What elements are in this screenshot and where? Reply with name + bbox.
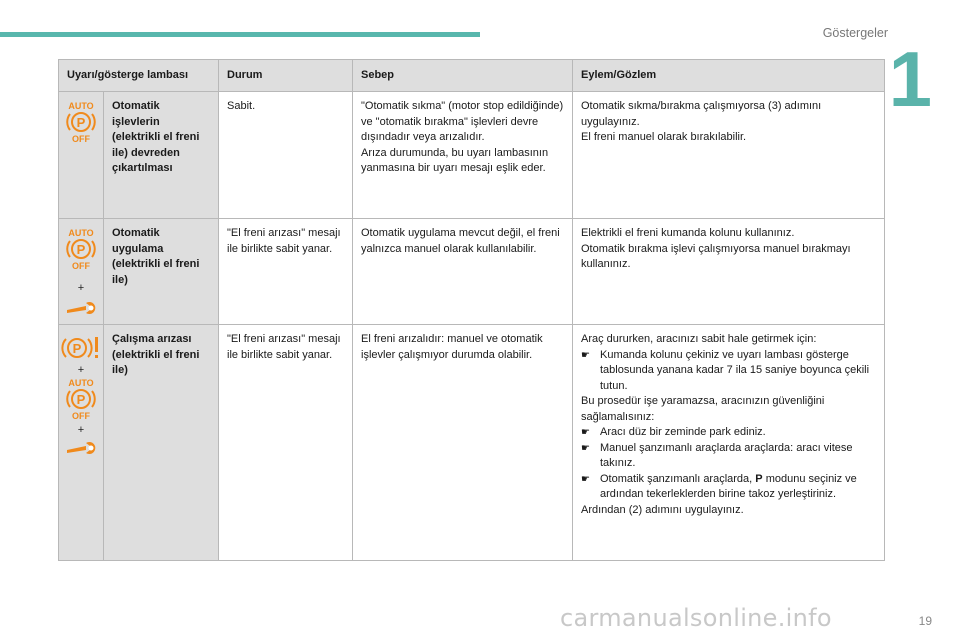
off-label: OFF: [72, 411, 90, 421]
action-cell: [573, 325, 885, 561]
state-text: "El freni arızası" mesajı ile birlikte sabit yanar.: [219, 325, 353, 561]
icon-cell: [59, 325, 104, 561]
icon-cell: [59, 92, 104, 219]
lamp-name: Otomatik uygulama (elektrikli el freni ile): [104, 219, 219, 325]
watermark: carmanualsonline.info: [560, 604, 832, 632]
auto-label: AUTO: [68, 101, 94, 111]
table-header-row: [59, 60, 885, 92]
page-number: 19: [918, 614, 932, 628]
section-title: Göstergeler: [822, 26, 888, 40]
state-text: "El freni arızası" mesajı ile birlikte sabit yanar.: [219, 219, 353, 325]
pointing-hand-icon: ☛: [581, 349, 590, 361]
column-header-cause: Sebep: [353, 60, 573, 92]
plus-sign: +: [77, 424, 85, 436]
state-text: Sabit.: [219, 92, 353, 219]
cause-text: Otomatik uygulama mevcut değil, el freni yalnızca manuel olarak kullanılabilir.: [353, 219, 573, 325]
action-mid: Bu prosedür işe yaramazsa, aracınızın güvenliğini sağlamalısınız:: [581, 395, 825, 423]
p-label: P: [76, 242, 86, 257]
brake-warning-icon: [61, 333, 101, 363]
column-header-action: Eylem/Gözlem: [573, 60, 885, 92]
action-bullet-text: Otomatik şanzımanlı araçlarda,: [600, 472, 756, 485]
action-text: Elektrikli el freni kumanda kolunu kullanınız. Otomatik bırakma işlevi çalışmıyorsa manuel bırakmayı kullanınız.: [573, 219, 885, 325]
chapter-number: 1: [888, 35, 932, 123]
off-label: OFF: [72, 134, 90, 144]
auto-label: AUTO: [68, 378, 94, 388]
column-header-state: Durum: [219, 60, 353, 92]
icon-cell: [59, 219, 104, 325]
lamp-name: Çalışma arızası (elektrikli el freni ile): [104, 325, 219, 561]
table-row: [59, 92, 885, 219]
table-row: [59, 325, 885, 561]
list-item: [581, 348, 876, 395]
action-bullet: [600, 472, 876, 503]
p-label: P: [76, 392, 86, 407]
column-header-lamp: Uyarı/gösterge lambası: [59, 60, 219, 92]
action-intro: Araç dururken, aracınızı sabit hale getirmek için:: [581, 333, 817, 345]
lamp-name: Otomatik işlevlerin (elektrikli el freni ile) devreden çıkartılması: [104, 92, 219, 219]
wrench-icon: [64, 297, 98, 317]
action-text: Otomatik sıkma/bırakma çalışmıyorsa (3) adımını uygulayınız. El freni manuel olarak bırakılabilir.: [573, 92, 885, 219]
auto-p-off-icon: [64, 100, 98, 144]
action-bullet: Aracı düz bir zeminde park ediniz.: [600, 426, 766, 438]
plus-sign: +: [77, 364, 85, 376]
auto-p-off-icon: [64, 227, 98, 271]
cause-text: "Otomatik sıkma" (motor stop edildiğinde) ve "otomatik bırakma" işlevleri devre dışındadır veya arızalıdır. Arıza durumunda, bu uyarı lambasının yanmasına bir uyarı mesajı eşlik eder.: [353, 92, 573, 219]
park-mode-letter: P: [755, 472, 763, 485]
action-bullet: Kumanda kolunu çekiniz ve uyarı lambası gösterge tablosunda yanana kadar 7 ila 15 saniye boyunca çekili tutun.: [600, 348, 870, 392]
plus-sign: +: [77, 282, 85, 294]
action-outro: Ardından (2) adımını uygulayınız.: [581, 503, 744, 516]
pointing-hand-icon: ☛: [581, 427, 590, 438]
list-item: [581, 472, 876, 503]
action-bullet-text: modunu seçiniz ve ardından tekerleklerden birine takoz yerleştiriniz.: [600, 472, 857, 500]
pointing-hand-icon: ☛: [581, 442, 590, 454]
p-label: P: [72, 341, 82, 356]
warning-lamp-table: [58, 59, 885, 561]
off-label: OFF: [72, 261, 90, 271]
cause-text: El freni arızalıdır: manuel ve otomatik işlevler çalışmıyor durumda olabilir.: [353, 325, 573, 561]
action-bullet: Manuel şanzımanlı araçlarda araçlarda: aracı vitese takınız.: [600, 441, 853, 469]
auto-label: AUTO: [68, 228, 94, 238]
auto-p-off-icon: [64, 377, 98, 421]
list-item: [581, 441, 876, 472]
list-item: [581, 425, 876, 441]
pointing-hand-icon: ☛: [581, 473, 590, 485]
p-label: P: [76, 115, 86, 130]
table-row: [59, 219, 885, 325]
accent-bar: [0, 32, 480, 37]
wrench-icon: [64, 437, 98, 457]
